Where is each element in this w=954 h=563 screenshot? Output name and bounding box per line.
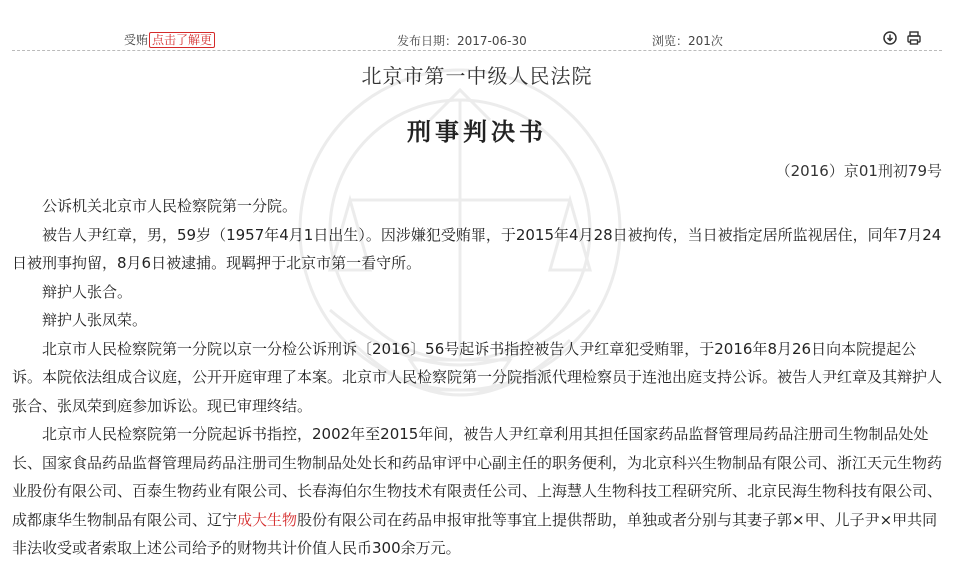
paragraph-counsel-2: 辩护人张凤荣。 xyxy=(42,311,148,329)
complain-area xyxy=(124,31,215,48)
indictment-text-start: 北京市人民检察院第一分院起诉书指控，2002年至2015年间，被告人尹红章利用其担任国家药品监督管理局药品注册司生物制品处处长、国家食品药品监督管理局药品注册司生物制品处处长和药品审评中心副主任的职务便利，为北京科兴生物制品有限公司、浙江天元生物药业股份有限公司、百泰生物药业有限公司、长春海伯尔生物技术有限责任公司、上海慧人生物科技工程研究所、北京民海生物科技有限公司、成都康华生物制品有限公司、辽宁 xyxy=(12,425,943,529)
paragraph-defendant: 被告人尹红章，男，59岁（1957年4月1日出生）。因涉嫌犯受贿罪，于2015年4月28日被拘传，当日被指定居所监视居住，同年7月24日被刑事拘留，8月6日被逮捕。现羁押于北京市第一看守所。 xyxy=(12,225,942,272)
case-number: （2016）京01刑初79号 xyxy=(775,162,942,180)
document-toolbar xyxy=(12,28,942,51)
indictment-text-end: 股份有限公司在药品申报审批等事宜上提供帮助，单独或者分别与其妻子郭×甲、儿子尹×甲共同非法收受或者索取上述公司给予的财物共计价值人民币300余万元。 xyxy=(12,510,938,557)
paragraph-indictment xyxy=(12,420,944,563)
download-icon[interactable] xyxy=(882,30,898,46)
view-count: 浏览：201次 xyxy=(652,34,723,48)
paragraph-prosecutor: 公诉机关北京市人民检察院第一分院。 xyxy=(42,197,298,215)
toolbar-icons xyxy=(882,30,922,46)
learn-more-link[interactable]: 点击了解更 xyxy=(149,32,215,48)
judgment-body xyxy=(12,192,944,563)
paragraph-counsel-1: 辩护人张合。 xyxy=(42,282,133,301)
case-keyword: 受贿 xyxy=(124,33,149,47)
print-icon[interactable] xyxy=(906,30,922,46)
highlighted-company-keyword: 成大生物 xyxy=(237,510,298,529)
publish-date: 发布日期：2017-06-30 xyxy=(397,34,527,48)
paragraph-procedure: 北京市人民检察院第一分院以京一分检公诉刑诉〔2016〕56号起诉书指控被告人尹红章犯受贿罪，于2016年8月26日向本院提起公诉。本院依法组成合议庭，公开开庭审理了本案。北京市人民检察院第一分院指派代理检察员于连池出庭支持公诉。被告人尹红章及其辩护人张合、张凤荣到庭参加诉讼。现已审理终结。 xyxy=(12,339,943,415)
document-title: 刑事判决书 xyxy=(407,117,547,146)
court-name: 北京市第一中级人民法院 xyxy=(361,64,593,88)
